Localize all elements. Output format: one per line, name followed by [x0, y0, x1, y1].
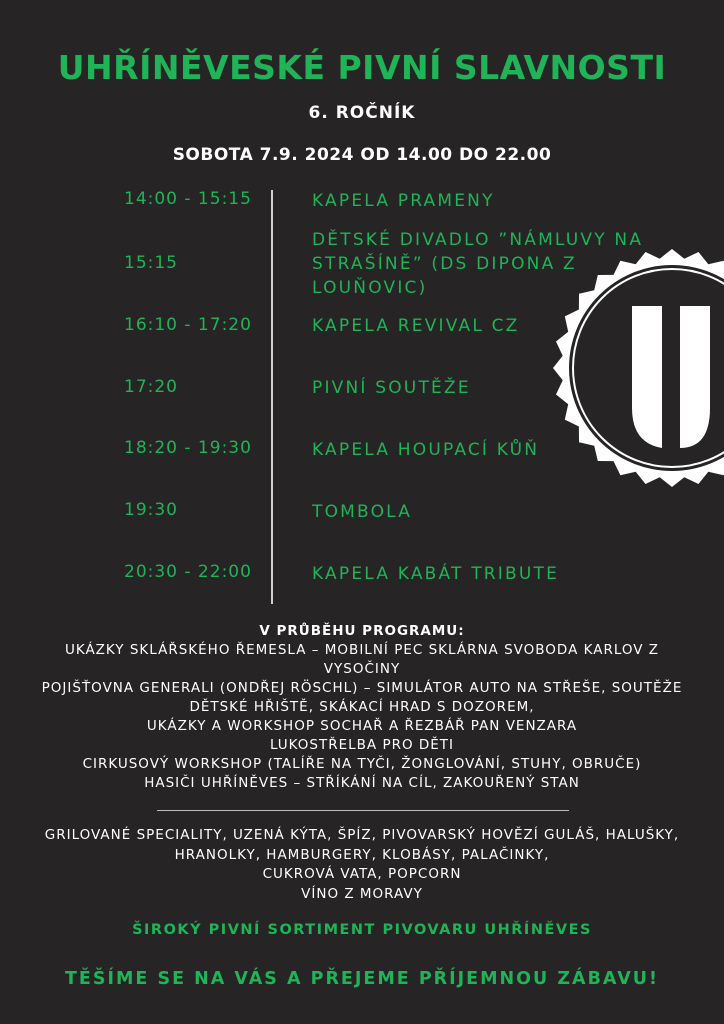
program-section: [0, 622, 724, 793]
schedule-divider: [271, 190, 273, 604]
program-line: CIRKUSOVÝ WORKSHOP (TALÍŘE NA TYČI, ŽONGLOVÁNÍ, STUHY, OBRUČE): [82, 756, 642, 772]
program-line: POJIŠŤOVNA GENERALI (ONDŘEJ RÖSCHL) – SIMULÁTOR AUTO NA STŘEŠE, SOUTĚŽE: [41, 680, 683, 696]
closing-message: TĚŠÍME SE NA VÁS A PŘEJEME PŘÍJEMNOU ZÁBAVU!: [65, 969, 659, 989]
schedule-time: 15:15: [124, 253, 178, 273]
program-heading: V PRŮBĚHU PROGRAMU:: [259, 623, 465, 639]
schedule-act: KAPELA HOUPACÍ KŮŇ: [312, 440, 540, 460]
schedule-act: KAPELA PRAMENY: [312, 191, 495, 211]
edition-label: 6. ROČNÍK: [308, 103, 416, 123]
bottle-cap-u-logo: [552, 248, 724, 488]
schedule-act: DĚTSKÉ DIVADLO ”NÁMLUVY NA STRAŠÍNĚ” (DS DIPONA Z LOUŇOVIC): [312, 230, 644, 298]
program-line: UKÁZKY SKLÁŘSKÉHO ŘEMESLA – MOBILNÍ PEC SKLÁRNA SVOBODA KARLOV Z: [64, 642, 660, 658]
food-line: VÍNO Z MORAVY: [301, 885, 423, 902]
beer-selection: ŠIROKÝ PIVNÍ SORTIMENT PIVOVARU UHŘÍNĚVES: [132, 922, 592, 938]
event-date: SOBOTA 7.9. 2024 OD 14.00 DO 22.00: [172, 145, 552, 165]
schedule-time: 14:00 - 15:15: [124, 189, 252, 209]
page-title: UHŘÍNĚVESKÉ PIVNÍ SLAVNOSTI: [57, 48, 667, 87]
food-line: GRILOVANÉ SPECIALITY, UZENÁ KÝTA, ŠPÍZ, PIVOVARSKÝ HOVĚZÍ GULÁŠ, HALUŠKY,: [44, 827, 680, 843]
schedule-act: KAPELA REVIVAL CZ: [312, 316, 520, 336]
section-divider: [157, 810, 569, 811]
program-line: LUKOSTŘELBA PRO DĚTI: [269, 737, 455, 753]
schedule-act: PIVNÍ SOUTĚŽE: [312, 378, 471, 398]
schedule-time: 19:30: [124, 500, 178, 520]
food-section: [0, 826, 724, 904]
schedule-time: 17:20: [124, 377, 178, 397]
program-line: UKÁZKY A WORKSHOP SOCHAŘ A ŘEZBÁŘ PAN VENZARA: [146, 718, 578, 734]
program-line: HASIČI UHŘÍNĚVES – STŘÍKÁNÍ NA CÍL, ZAKOUŘENÝ STAN: [144, 775, 580, 791]
program-line: DĚTSKÉ HŘIŠTĚ, SKÁKACÍ HRAD S DOZOREM,: [189, 699, 535, 715]
schedule-time: 18:20 - 19:30: [124, 438, 252, 458]
schedule-time: 16:10 - 17:20: [124, 315, 252, 335]
food-line: CUKROVÁ VATA, POPCORN: [262, 866, 462, 882]
food-line: HRANOLKY, HAMBURGERY, KLOBÁSY, PALAČINKY,: [174, 846, 550, 863]
schedule-act: TOMBOLA: [312, 502, 413, 522]
schedule-time: 20:30 - 22:00: [124, 562, 252, 582]
schedule-act: KAPELA KABÁT TRIBUTE: [312, 564, 560, 584]
program-line: VYSOČINY: [323, 661, 401, 677]
